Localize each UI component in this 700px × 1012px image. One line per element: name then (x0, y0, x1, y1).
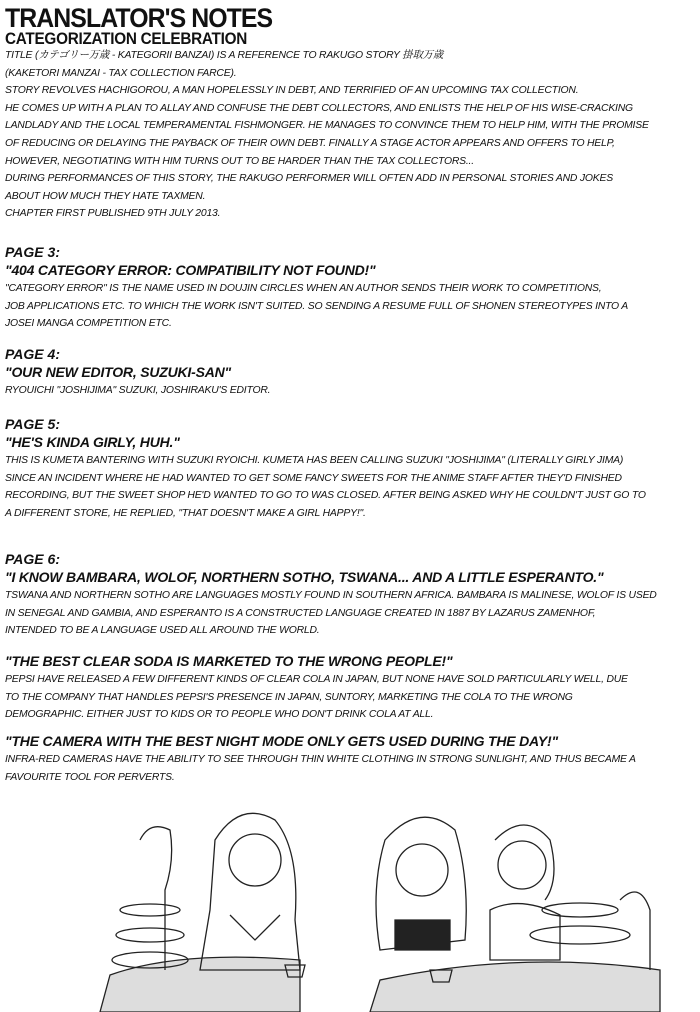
note-line: IN SENEGAL AND GAMBIA, AND ESPERANTO IS A CONSTRUCTED LANGUAGE CREATED IN 1887 BY LAZARUS ZAMENHOF, (5, 607, 596, 619)
note-line: INFRA-RED CAMERAS HAVE THE ABILITY TO SEE THROUGH THIN WHITE CLOTHING IN STRONG SUNLIGHT, AND THUS BECAME A (5, 754, 636, 765)
note-line: FAVOURITE TOOL FOR PERVERTS. (5, 771, 175, 783)
note-section-page-4 (5, 346, 695, 400)
note-section-clear-soda (5, 652, 695, 724)
note-line: HOWEVER, NEGOTIATING WITH HIM TURNS OUT TO BE HARDER THAN THE TAX COLLECTORS... (5, 155, 474, 167)
note-line: CHAPTER FIRST PUBLISHED 9TH JULY 2013. (5, 208, 221, 220)
note-line: LANDLADY AND THE LOCAL TEMPERAMENTAL FISHMONGER. HE MANAGES TO CONVINCE THEM TO HELP HIM, WITH THE PROMISE (5, 120, 649, 132)
note-line: PEPSI HAVE RELEASED A FEW DIFFERENT KINDS OF CLEAR COLA IN JAPAN, BUT NONE HAVE SOLD PARTICULARLY WELL, DUE (5, 674, 628, 685)
note-section-page-6 (5, 551, 695, 640)
chapter-subtitle: CATEGORIZATION CELEBRATION (5, 29, 248, 48)
quote-heading: "THE CAMERA WITH THE BEST NIGHT MODE ONLY GETS USED DURING THE DAY!" (5, 733, 558, 749)
note-line: STORY REVOLVES HACHIGOROU, A MAN HOPELESSLY IN DEBT, AND TERRIFIED OF AN UPCOMING TAX COLLECTION. (5, 85, 579, 97)
note-line: JOSEI MANGA COMPETITION ETC. (5, 318, 172, 330)
note-line: DEMOGRAPHIC. EITHER JUST TO KIDS OR TO PEOPLE WHO DON'T DRINK COLA AT ALL. (5, 709, 434, 721)
note-line: SINCE AN INCIDENT WHERE HE HAD WANTED TO GET SOME FANCY SWEETS FOR THE ANIME STAFF AFTER THEY'D FINISHED (5, 472, 622, 484)
left-table (100, 827, 300, 1012)
note-line: ABOUT HOW MUCH THEY HATE TAXMEN. (5, 190, 206, 202)
note-section-page-3 (5, 244, 695, 333)
note-line: (KAKETORI MANZAI - TAX COLLECTION FARCE). (5, 67, 237, 79)
quote-heading: "THE BEST CLEAR SODA IS MARKETED TO THE WRONG PEOPLE!" (5, 653, 453, 669)
girl-left (200, 813, 300, 970)
quote-heading: "I KNOW BAMBARA, WOLOF, NORTHERN SOTHO, TSWANA... AND A LITTLE ESPERANTO." (5, 569, 604, 585)
note-line: HE COMES UP WITH A PLAN TO ALLAY AND CONFUSE THE DEBT COLLECTORS, AND ENLISTS THE HELP OF HIS WISE-CRACKING (5, 102, 633, 114)
quote-heading: "OUR NEW EDITOR, SUZUKI-SAN" (5, 364, 231, 380)
note-line: INTENDED TO BE A LANGUAGE USED ALL AROUND THE WORLD. (5, 625, 320, 637)
page-heading: PAGE 4: (5, 346, 60, 362)
page-heading: PAGE 6: (5, 551, 60, 567)
note-section-page-5 (5, 416, 695, 522)
quote-heading: "404 CATEGORY ERROR: COMPATIBILITY NOT FOUND!" (5, 262, 376, 278)
girl-right (490, 825, 560, 960)
intro-notes (5, 47, 695, 223)
note-line: RECORDING, BUT THE SWEET SHOP HE'D WANTED TO GO TO WAS CLOSED. AFTER BEING ASKED WHY HE COULDN'T JUST GO TO (5, 490, 646, 502)
girl-middle (376, 817, 466, 950)
note-line: DURING PERFORMANCES OF THIS STORY, THE RAKUGO PERFORMER WILL OFTEN ADD IN PERSONAL STORIES AND JOKES (5, 173, 613, 185)
page-heading: PAGE 3: (5, 244, 60, 260)
page-title: TRANSLATOR'S NOTES (5, 3, 273, 33)
note-line: TITLE (カテゴリー万歳 - KATEGORII BANZAI) IS A REFERENCE TO RAKUGO STORY 掛取万歳 (5, 50, 444, 61)
quote-heading: "HE'S KINDA GIRLY, HUH." (5, 434, 180, 450)
note-line: A DIFFERENT STORE, HE REPLIED, "THAT DOESN'T MAKE A GIRL HAPPY!". (5, 507, 366, 519)
note-section-camera (5, 732, 695, 786)
note-line: THIS IS KUMETA BANTERING WITH SUZUKI RYOICHI. KUMETA HAS BEEN CALLING SUZUKI "JOSHIJIMA" (LITERALLY GIRLY JIMA) (5, 455, 624, 466)
right-table (370, 892, 660, 1012)
tea-party-illustration (0, 800, 700, 1012)
page-heading: PAGE 5: (5, 416, 60, 432)
note-line: JOB APPLICATIONS ETC. TO WHICH THE WORK ISN'T SUITED. SO SENDING A RESUME FULL OF SHONEN STEREOTYPES INTO A (5, 300, 628, 312)
note-line: TO THE COMPANY THAT HANDLES PEPSI'S PRESENCE IN JAPAN, SUNTORY, MARKETING THE COLA TO THE WRONG (5, 691, 573, 703)
note-line: RYOUICHI "JOSHIJIMA" SUZUKI, JOSHIRAKU'S EDITOR. (5, 385, 271, 396)
note-line: OF REDUCING OR DELAYING THE PAYBACK OF THEIR OWN DEBT. FINALLY A STAGE ACTOR APPEARS AND OFFERS TO HELP, (5, 137, 615, 149)
note-line: "CATEGORY ERROR" IS THE NAME USED IN DOUJIN CIRCLES WHEN AN AUTHOR SENDS THEIR WORK TO COMPETITIONS, (5, 283, 602, 294)
note-line: TSWANA AND NORTHERN SOTHO ARE LANGUAGES MOSTLY FOUND IN SOUTHERN AFRICA. BAMBARA IS MALINESE, WOLOF IS USED (5, 590, 657, 601)
